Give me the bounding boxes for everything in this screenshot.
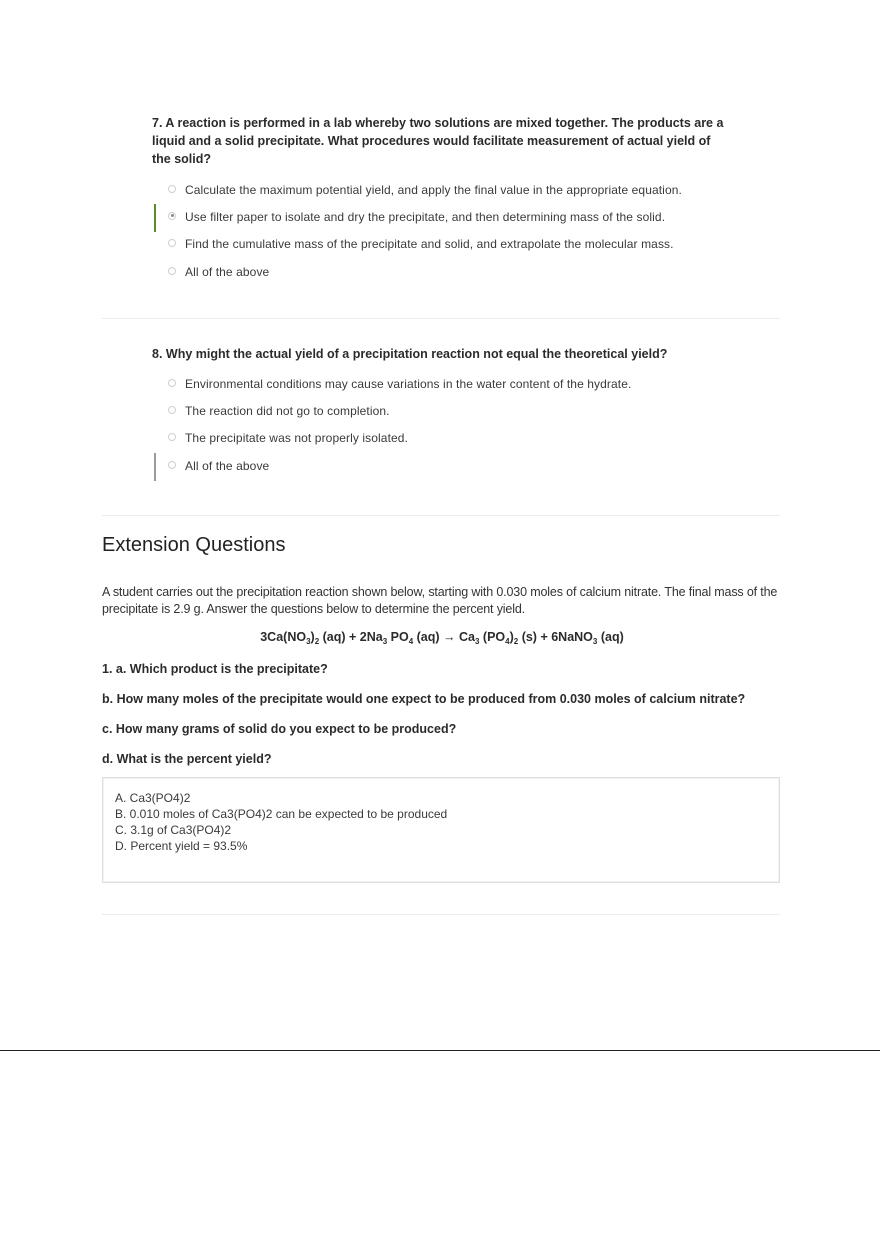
answer-line: D. Percent yield = 93.5%: [115, 839, 248, 853]
eq-part: (aq) + 2Na: [319, 630, 383, 644]
radio-selected-icon[interactable]: [168, 212, 176, 220]
eq-r1: 3Ca(NO: [260, 630, 307, 644]
answer-line: A. Ca3(PO4)2: [115, 791, 191, 805]
q7-option-3-label: Find the cumulative mass of the precipitate and solid, and extrapolate the molecular mass.: [185, 237, 674, 252]
q8-option-2[interactable]: [152, 398, 732, 425]
eq-sub: 3: [382, 637, 388, 646]
eq-sub: 2: [513, 637, 519, 646]
radio-icon[interactable]: [168, 406, 176, 414]
radio-icon[interactable]: [168, 239, 176, 247]
question-7: [152, 114, 732, 286]
q7-option-1[interactable]: [152, 177, 732, 204]
chemical-equation: [102, 630, 782, 646]
radio-icon[interactable]: [168, 433, 176, 441]
question-7-title: 7. A reaction is performed in a lab whereby two solutions are mixed together. The products are a liquid and a solid precipitate. What procedures would facilitate measurement of actual yield of the solid?: [152, 116, 724, 166]
q7-option-4-label: All of the above: [185, 264, 270, 279]
question-8-title: 8. Why might the actual yield of a precipitation reaction not equal the theoretical yield?: [152, 347, 668, 361]
q8-option-2-label: The reaction did not go to completion.: [185, 403, 390, 418]
q8-option-4-label: All of the above: [185, 458, 270, 473]
eq-sub: 4: [408, 637, 414, 646]
answer-line: C. 3.1g of Ca3(PO4)2: [115, 823, 232, 837]
eq-sub: 3: [592, 637, 598, 646]
eq-part: ): [509, 630, 514, 644]
answer-marker: [154, 204, 156, 232]
q7-option-2-label: Use filter paper to isolate and dry the precipitate, and then determining mass of the solid.: [185, 209, 666, 224]
q7-option-1-label: Calculate the maximum potential yield, and apply the final value in the appropriate equation.: [185, 182, 682, 197]
radio-icon[interactable]: [168, 185, 176, 193]
extension-title: Extension Questions: [102, 534, 286, 556]
radio-icon[interactable]: [168, 461, 176, 469]
section-divider: [102, 914, 780, 915]
question-1d: d. What is the percent yield?: [102, 752, 272, 766]
radio-icon[interactable]: [168, 267, 176, 275]
eq-sub: 4: [505, 637, 510, 646]
eq-part: (s) + 6NaNO: [518, 630, 593, 644]
section-divider: [102, 318, 780, 319]
section-divider: [102, 515, 780, 516]
q7-option-3[interactable]: [152, 232, 732, 259]
eq-sub: 2: [314, 637, 320, 646]
eq-sub: 3: [474, 637, 480, 646]
q8-option-4[interactable]: [152, 453, 732, 480]
eq-part: ): [310, 630, 315, 644]
answer-line: B. 0.010 moles of Ca3(PO4)2 can be expected to be produced: [115, 807, 448, 821]
q8-option-1[interactable]: [152, 371, 732, 398]
answer-textarea[interactable]: [102, 777, 780, 883]
q8-option-3[interactable]: [152, 426, 732, 453]
q8-option-1-label: Environmental conditions may cause variations in the water content of the hydrate.: [185, 376, 632, 391]
q7-option-2[interactable]: [152, 204, 732, 231]
page-break-rule: [0, 1050, 880, 1051]
q8-option-3-label: The precipitate was not properly isolated.: [185, 431, 408, 446]
eq-part: (aq): [597, 630, 624, 644]
question-1c: c. How many grams of solid do you expect to be produced?: [102, 722, 457, 736]
eq-sub: 3: [306, 637, 311, 646]
eq-part: (aq) → Ca: [413, 630, 475, 644]
extension-intro: A student carries out the precipitation reaction shown below, starting with 0.030 moles of calcium nitrate. The final mass of the precipitate is 2.9 g. Answer the questions below to determine the percent yield.: [102, 585, 778, 616]
radio-icon[interactable]: [168, 379, 176, 387]
question-8: [152, 345, 732, 480]
eq-part: PO: [387, 630, 409, 644]
question-1b: b. How many moles of the precipitate would one expect to be produced from 0.030 moles of calcium nitrate?: [102, 692, 746, 706]
q7-option-4[interactable]: [152, 259, 732, 286]
answer-marker: [154, 453, 156, 481]
eq-part: (PO: [479, 630, 506, 644]
question-1a: 1. a. Which product is the precipitate?: [102, 662, 328, 676]
